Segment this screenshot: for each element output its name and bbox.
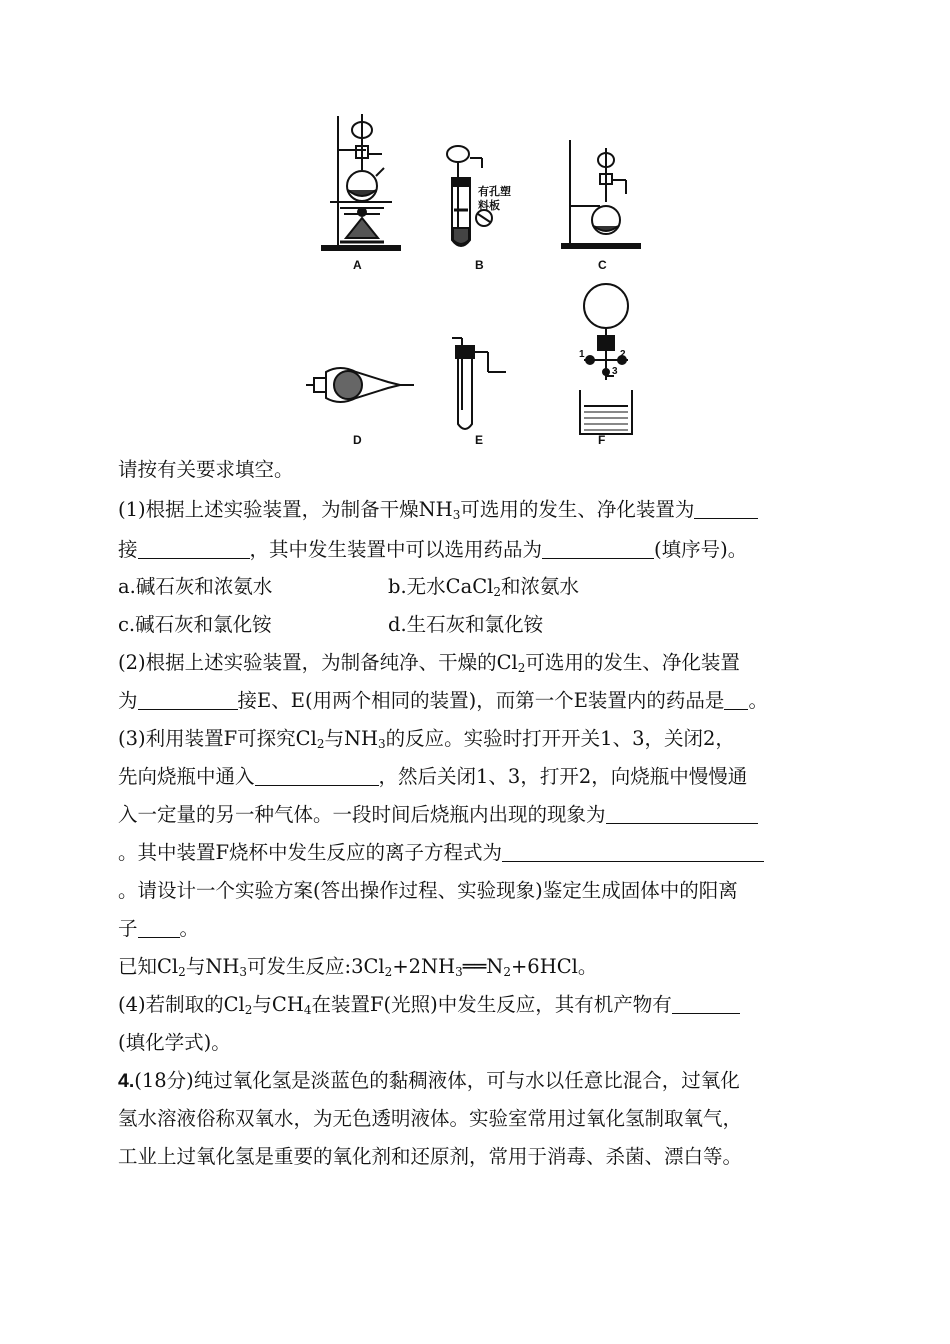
q3-blank-cation[interactable]	[138, 917, 180, 938]
porous-plate-label-2: 料板	[478, 200, 500, 212]
q4-blank-products[interactable]	[672, 993, 740, 1014]
q1-blank-generator[interactable]	[694, 498, 758, 519]
problem-4-line-3: 工业上过氧化氢是重要的氧化剂和还原剂，常用于消毒、杀菌、漂白等。	[118, 1145, 743, 1168]
q3-known-reaction: 已知$Cl_2$与$NH_3$可发生反应$:3Cl_2+2NH_3══N_2+6HCl$。	[118, 955, 598, 979]
apparatus-e	[452, 338, 506, 429]
problem-4-line-1: 4.(18分)纯过氧化氢是淡蓝色的黏稠液体，可与水以任意比混合，过氧化	[118, 1069, 740, 1092]
q3-line-1: (3)利用装置F可探究$Cl_2$与$NH_3$的反应。实验时打开开关1、3，关闭2，	[118, 727, 735, 751]
q2-blank-reagent[interactable]	[724, 689, 748, 710]
switch-label-1: 1	[579, 349, 585, 360]
q3-line-2: 先向烧瓶中通入 ，然后关闭1、3，打开2，向烧瓶中慢慢通	[118, 765, 748, 788]
q3-line-5: 。请设计一个实验方案(答出操作过程、实验现象)鉴定生成固体中的阳离	[118, 879, 738, 902]
apparatus-d	[306, 368, 414, 402]
switch-label-3: 3	[612, 366, 618, 377]
q1-options-cd: c.碱石灰和氯化铵 d.生石灰和氯化铵	[118, 613, 544, 636]
problem-4-line-2: 氢水溶液俗称双氧水，为无色透明液体。实验室常用过氧化氢制取氧气，	[118, 1107, 743, 1130]
figure-label-d: D	[353, 433, 362, 447]
q2-line-2: 为 接E、E(用两个相同的装置)，而第一个E装置内的药品是 。	[118, 689, 768, 712]
q2-blank-apparatus[interactable]	[138, 689, 238, 710]
q3-line-4: 。其中装置F烧杯中发生反应的离子方程式为	[118, 840, 764, 866]
switch-label-2: 2	[620, 349, 626, 360]
q2-line-1: (2)根据上述实验装置，为制备纯净、干燥的$Cl_2$可选用的发生、净化装置	[118, 651, 740, 675]
q1-line-2: 接 ，其中发生装置中可以选用药品为 (填序号)。	[118, 538, 748, 561]
figure-label-c: C	[598, 258, 607, 272]
q1-line-1: (1)根据上述实验装置，为制备干燥$NH_3$可选用的发生、净化装置为	[118, 497, 758, 528]
q3-line-3: 入一定量的另一种气体。一段时间后烧瓶内出现的现象为	[118, 802, 758, 828]
figure-label-e: E	[475, 433, 484, 447]
figure-label-f: F	[598, 433, 606, 447]
figure-label-a: A	[353, 258, 362, 272]
q3-blank-gas[interactable]	[255, 765, 379, 786]
intro-text: 请按有关要求填空。	[118, 458, 294, 481]
figure-label-b: B	[475, 258, 484, 272]
q3-blank-equation[interactable]	[502, 841, 764, 862]
apparatus-a	[322, 114, 400, 250]
q1-options-ab: a.碱石灰和浓氨水 b.无水CaCl$_2$和浓氨水	[118, 575, 580, 599]
apparatus-c	[562, 140, 640, 248]
porous-plate-label-1: 有孔塑	[478, 186, 511, 198]
q4-line-2: (填化学式)。	[118, 1031, 231, 1054]
q1-blank-purifier[interactable]	[138, 538, 250, 559]
q1-blank-reagents[interactable]	[542, 538, 654, 559]
q3-line-6: 子 。	[118, 917, 200, 940]
q3-blank-phenomenon[interactable]	[606, 803, 758, 824]
q4-line-1: (4)若制取的$Cl_2$与$CH_4$在装置F(光照)中发生反应，其有机产物有	[118, 992, 740, 1023]
apparatus-figure	[300, 110, 660, 460]
